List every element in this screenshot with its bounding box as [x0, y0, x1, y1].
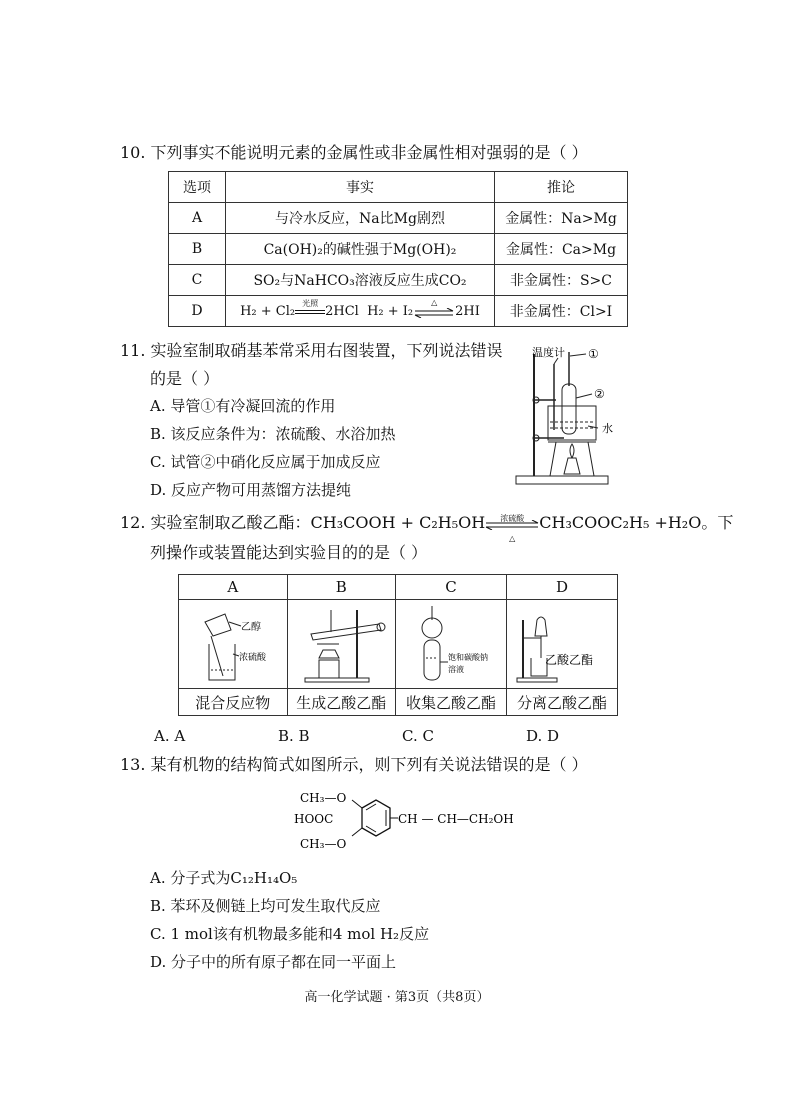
q13-option-b: B. 苯环及侧链上均可发生取代反应: [150, 897, 381, 915]
nitrobenzene-apparatus-figure: [508, 342, 618, 492]
figure-label-solution-line1: 饱和碳酸钠: [448, 653, 488, 662]
q13-option-d: D. 分子中的所有原子都在同一平面上: [150, 953, 397, 971]
collection-apparatus-figure: [396, 600, 506, 684]
page-footer: 高一化学试题 · 第3页（共8页）: [304, 990, 490, 1005]
q10-row-option: C: [169, 265, 226, 296]
q12-figure-b: [287, 600, 396, 689]
eq-reactants-2: H₂ + I₂: [367, 303, 414, 319]
q11-stem-line1: 11. 实验室制取硝基苯常采用右图装置，下列说法错误: [120, 341, 503, 360]
q13-option-c: C. 1 mol该有机物最多能和4 mol H₂反应: [150, 925, 430, 943]
q10-header-row: [169, 172, 628, 203]
q10-row-fact: 与冷水反应，Na比Mg剧烈: [226, 203, 495, 234]
q12-option-b: B. B: [278, 727, 310, 745]
heating-apparatus-figure: [291, 600, 391, 684]
q12-header-d: D: [507, 575, 618, 600]
eq-condition-1: 光照: [302, 299, 319, 308]
eq-reactants-1: H₂ + Cl₂: [240, 303, 296, 319]
q12-caption-a: 混合反应物: [179, 689, 288, 716]
q12-reversible-arrow: [485, 513, 539, 543]
q12-stem-line1: [120, 512, 734, 543]
q11-option-d: D. 反应产物可用蒸馏方法提纯: [150, 481, 352, 499]
table-row: [169, 203, 628, 234]
q12-header-c: C: [396, 575, 507, 600]
q10-header-inference: 推论: [495, 172, 628, 203]
q11-stem-line2: 的是（ ）: [150, 369, 220, 388]
q10-row-fact-equations: [226, 296, 495, 327]
q10-table: [168, 171, 628, 327]
q10-row-inference: 非金属性：S>C: [495, 265, 628, 296]
q10-row-fact: SO₂与NaHCO₃溶液反应生成CO₂: [226, 265, 495, 296]
q11-option-a: A. 导管①有冷凝回流的作用: [150, 397, 336, 415]
table-row: [169, 234, 628, 265]
q12-header-a: A: [179, 575, 288, 600]
separation-apparatus-figure: [507, 600, 617, 684]
q13-stem: 13. 某有机物的结构简式如图所示，则下列有关说法错误的是（ ）: [120, 755, 588, 774]
structural-formula-figure: [288, 784, 528, 866]
q12-caption-c: 收集乙酸乙酯: [396, 689, 507, 716]
eq-product-1: 2HCl: [325, 303, 359, 319]
q10-row-inference: 金属性：Ca>Mg: [495, 234, 628, 265]
eq-condition-2: △: [431, 298, 438, 307]
q12-caption-row: [179, 689, 618, 716]
eq-arrow-1: [295, 299, 325, 318]
q12-figure-row: [179, 600, 618, 689]
q10-row-option: A: [169, 203, 226, 234]
q10-header-option: 选项: [169, 172, 226, 203]
q10-row-inference: 非金属性：Cl>I: [495, 296, 628, 327]
formula-bottom-substituent: CH₃—O: [300, 837, 347, 851]
q13-option-a: A. 分子式为C₁₂H₁₄O₅: [150, 869, 298, 887]
figure-label-water: 水: [602, 422, 613, 435]
q10-row-inference: 金属性：Na>Mg: [495, 203, 628, 234]
q12-equation-reactants: 12. 实验室制取乙酸乙酯：CH₃COOH + C₂H₅OH: [120, 513, 486, 532]
q12-equation-products: CH₃COOC₂H₅ +H₂O。下: [539, 513, 734, 532]
figure-label-ester: 乙酸乙酯: [545, 653, 594, 667]
q12-option-a: A. A: [154, 727, 186, 745]
figure-label-ethanol: 乙醇: [240, 622, 261, 633]
q10-header-fact: 事实: [226, 172, 495, 203]
figure-label-conc-acid: 浓硫酸: [238, 653, 266, 663]
q11-option-c: C. 试管②中硝化反应属于加成反应: [150, 453, 381, 471]
q12-table: [178, 574, 618, 716]
q12-arrow-condition-bottom: △: [509, 533, 516, 543]
table-row: [169, 296, 628, 327]
figure-label-solution-line2: 溶液: [448, 665, 464, 674]
figure-label-tube2: ②: [594, 387, 605, 401]
figure-label-thermometer: 温度计: [532, 346, 565, 359]
q12-option-c: C. C: [402, 727, 434, 745]
table-row: [169, 265, 628, 296]
eq-product-2: 2HI: [455, 303, 480, 319]
q10-row-option: B: [169, 234, 226, 265]
q12-header-b: B: [287, 575, 396, 600]
q12-figure-c: [396, 600, 507, 689]
q10-stem: 10. 下列事实不能说明元素的金属性或非金属性相对强弱的是（ ）: [120, 143, 588, 162]
q10-row-fact: Ca(OH)₂的碱性强于Mg(OH)₂: [226, 234, 495, 265]
q12-figure-d: [507, 600, 618, 689]
q12-figure-a: [179, 600, 288, 689]
q12-caption-d: 分离乙酸乙酯: [507, 689, 618, 716]
q11-option-b: B. 该反应条件为：浓硫酸、水浴加热: [150, 425, 396, 443]
q12-arrow-condition-top: 浓硫酸: [500, 513, 525, 523]
formula-top-substituent: CH₃—O: [300, 791, 347, 805]
formula-right-chain: CH — CH—CH₂OH: [398, 812, 514, 826]
q12-option-d: D. D: [526, 727, 560, 745]
q12-header-row: [179, 575, 618, 600]
q12-stem-line2: 列操作或装置能达到实验目的的是（ ）: [150, 543, 428, 562]
formula-left-substituent: HOOC: [294, 812, 334, 826]
figure-label-tube1: ①: [588, 347, 599, 361]
q10-row-option: D: [169, 296, 226, 327]
q12-caption-b: 生成乙酸乙酯: [287, 689, 396, 716]
eq-reversible-arrow: [413, 298, 455, 318]
mixing-apparatus-figure: [183, 600, 283, 684]
